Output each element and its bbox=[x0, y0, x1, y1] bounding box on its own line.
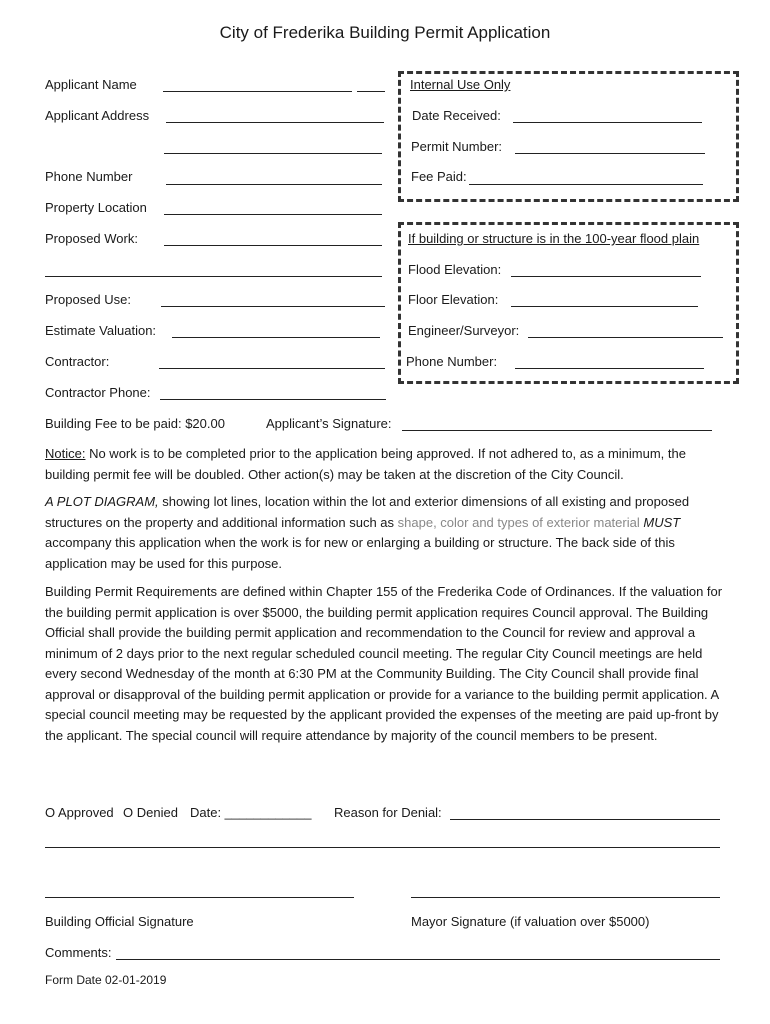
floor-elevation-line[interactable] bbox=[511, 306, 698, 307]
date-received-label: Date Received: bbox=[412, 108, 501, 123]
applicant-signature-line[interactable] bbox=[402, 430, 712, 431]
reason-for-denial-line[interactable] bbox=[450, 819, 720, 820]
approved-option[interactable]: O Approved bbox=[45, 805, 114, 820]
reason-for-denial-line-2[interactable] bbox=[45, 847, 720, 848]
plot-diagram-grey-text: shape, color and types of exterior material bbox=[397, 514, 640, 530]
notice-paragraph bbox=[45, 444, 725, 485]
applicant-name-label: Applicant Name bbox=[45, 77, 137, 92]
mayor-signature-line[interactable] bbox=[411, 897, 720, 898]
phone-number-line[interactable] bbox=[166, 184, 382, 185]
contractor-line[interactable] bbox=[159, 368, 385, 369]
property-location-label: Property Location bbox=[45, 200, 147, 215]
reason-for-denial-label: Reason for Denial: bbox=[334, 805, 442, 820]
permit-number-line[interactable] bbox=[515, 153, 705, 154]
applicant-address-label: Applicant Address bbox=[45, 108, 150, 123]
plot-diagram-lead: A PLOT DIAGRAM, bbox=[45, 494, 159, 509]
contractor-phone-label: Contractor Phone: bbox=[45, 385, 151, 400]
comments-line[interactable] bbox=[116, 959, 720, 960]
applicant-signature-label: Applicant’s Signature: bbox=[266, 416, 392, 431]
denied-option[interactable]: O Denied bbox=[123, 805, 178, 820]
building-official-signature-label: Building Official Signature bbox=[45, 914, 194, 929]
applicant-name-line[interactable] bbox=[163, 91, 352, 92]
notice-label: Notice: bbox=[45, 446, 86, 461]
applicant-address-line[interactable] bbox=[166, 122, 384, 123]
page-title: City of Frederika Building Permit Application bbox=[219, 23, 551, 42]
proposed-work-line-2[interactable] bbox=[45, 276, 382, 277]
phone-number-label: Phone Number bbox=[45, 169, 133, 184]
building-fee-label: Building Fee to be paid: $20.00 bbox=[45, 416, 225, 431]
proposed-work-line[interactable] bbox=[164, 245, 382, 246]
proposed-work-label: Proposed Work: bbox=[45, 231, 138, 246]
estimate-valuation-label: Estimate Valuation: bbox=[45, 323, 157, 338]
flood-phone-label: Phone Number: bbox=[406, 354, 498, 369]
decision-date[interactable]: Date: ____________ bbox=[190, 805, 312, 820]
form-date: Form Date 02-01-2019 bbox=[45, 973, 167, 987]
plot-diagram-text-1: showing lot lines, location within the lot and exterior dimensions of all existing and proposed structures on the property and additional information such as bbox=[45, 494, 690, 530]
comments-label: Comments: bbox=[45, 945, 112, 960]
mayor-signature-label: Mayor Signature (if valuation over $5000) bbox=[411, 914, 650, 929]
notice-text: No work is to be completed prior to the application being approved. If not adhered to, as a minimum, the building permit fee will be doubled. Other action(s) may be taken at the discretion of the City Council. bbox=[45, 446, 686, 482]
flood-elevation-line[interactable] bbox=[511, 276, 701, 277]
flood-plain-heading: If building or structure is in the 100-year flood plain bbox=[408, 231, 700, 246]
requirements-paragraph: Building Permit Requirements are defined within Chapter 155 of the Frederika Code of Ordinances. If the valuation for the building permit application is over $5000, the building permit application requires Council approval. The Building Official shall provide the building permit application and recommendation to the Council for review and approval a minimum of 2 days prior to the next regular scheduled council meeting. The regular City Council meetings are held every second Wednesday of the month at 6:30 PM at the Community Building. The City Council shall provide final approval or disapproval of the building permit application or provide for a variance to the building permit application. A special council meeting may be requested by the applicant provided the expenses of the meeting are paid up-front by the applicant. The special council will require attendance by majority of the council members to be present. bbox=[45, 584, 723, 743]
flood-phone-line[interactable] bbox=[515, 368, 704, 369]
estimate-valuation-line[interactable] bbox=[172, 337, 380, 338]
plot-diagram-must: MUST bbox=[643, 514, 681, 530]
engineer-surveyor-label: Engineer/Surveyor: bbox=[408, 323, 520, 338]
applicant-name-line-2[interactable] bbox=[357, 91, 385, 92]
floor-elevation-label: Floor Elevation: bbox=[408, 292, 499, 307]
building-official-signature-line[interactable] bbox=[45, 897, 354, 898]
permit-number-label: Permit Number: bbox=[411, 139, 503, 154]
contractor-phone-line[interactable] bbox=[160, 399, 386, 400]
applicant-address-line-2[interactable] bbox=[164, 153, 382, 154]
plot-diagram-text-2: accompany this application when the work is for new or enlarging a building or structure. The back side of this application may be used for this purpose. bbox=[45, 535, 675, 571]
flood-elevation-label: Flood Elevation: bbox=[408, 262, 502, 277]
date-received-line[interactable] bbox=[513, 122, 702, 123]
proposed-use-line[interactable] bbox=[161, 306, 385, 307]
proposed-use-label: Proposed Use: bbox=[45, 292, 131, 307]
engineer-surveyor-line[interactable] bbox=[528, 337, 723, 338]
fee-paid-label: Fee Paid: bbox=[411, 169, 467, 184]
internal-use-heading: Internal Use Only bbox=[410, 77, 511, 92]
contractor-label: Contractor: bbox=[45, 354, 110, 369]
fee-paid-line[interactable] bbox=[469, 184, 703, 185]
property-location-line[interactable] bbox=[164, 214, 382, 215]
plot-diagram-paragraph bbox=[45, 492, 725, 574]
